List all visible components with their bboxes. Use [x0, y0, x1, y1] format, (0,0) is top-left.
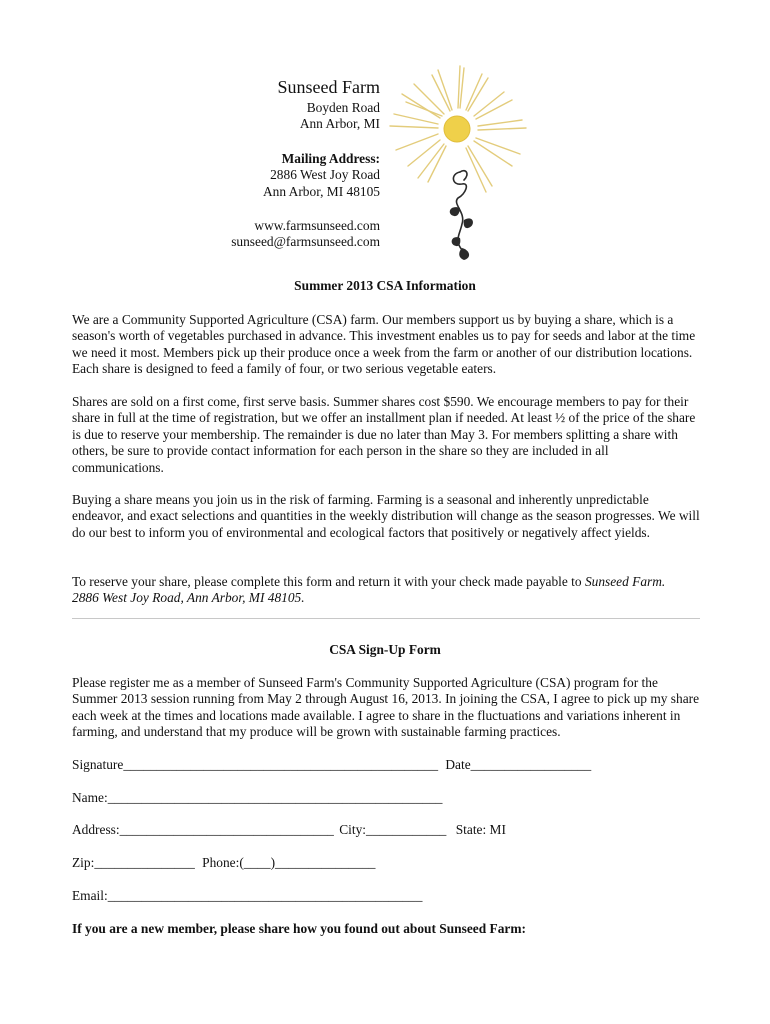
phone-field[interactable]: _______________ [275, 855, 376, 870]
signature-label: Signature [72, 757, 124, 772]
payee-name: Sunseed Farm. [584, 574, 666, 589]
mailing-street: 2886 West Joy Road [270, 167, 380, 183]
city-label: City: [339, 822, 367, 837]
mailing-city: Ann Arbor, MI 48105 [263, 183, 380, 199]
email-label: Email: [72, 888, 108, 903]
info-paragraph-1: We are a Community Supported Agriculture (CSA) farm. Our members support us by buying a share, which is a season's worth of vegetables purchased in advance. This investment enables us to pay for seeds and labor at the time we need it most. Members pick up their produce once a week from the farm or another of our distribution locations. Each share is designed to feed a family of four, or two serious vegetable eaters. [72, 312, 696, 377]
zip-phone-row [72, 855, 375, 871]
date-field[interactable]: __________________ [470, 757, 592, 772]
mailing-address-label: Mailing Address: [281, 150, 380, 166]
phone-label: Phone: [202, 855, 240, 870]
info-paragraph-3: Buying a share means you join us in the risk of farming. Farming is a seasonal and inherently unpredictable endeavor, and exact selections and quantities in the weekly distribution will change as the season progresses. We will do our best to inform you of environmental and ecological factors that positively or negatively affect yields. [72, 492, 700, 540]
sun-disc [444, 116, 470, 142]
address-row [72, 822, 506, 838]
address-label: Address: [72, 822, 120, 837]
payee-address: 2886 West Joy Road, Ann Arbor, MI 48105. [72, 590, 305, 606]
farm-street: Boyden Road [306, 100, 380, 115]
farm-city: Ann Arbor, MI [299, 116, 380, 132]
form-title: CSA Sign-Up Form [329, 642, 441, 657]
farm-name: Sunseed Farm [277, 77, 380, 97]
zip-label: Zip: [72, 855, 95, 870]
email-link[interactable]: sunseed@farmsunseed.com [231, 234, 380, 250]
section-divider [72, 618, 700, 619]
email-field[interactable]: _______________________________________________ [107, 888, 423, 903]
date-label: Date [445, 757, 471, 772]
form-intro: Please register me as a member of Sunseed Farm's Community Supported Agriculture (CSA) program for the Summer 2013 session running from May 2 through August 16, 2013. In joining the CSA, I agree to pick up my share each week at the times and locations made available. I agree to share in the fluctuations and variations inherent in farming, and understand that my produce will be grown with sustainable farming practices. [72, 675, 700, 740]
email-row [72, 888, 422, 904]
phone-area-code-field[interactable]: (____) [239, 855, 276, 870]
state-label: State: MI [455, 822, 506, 837]
address-block [150, 76, 380, 251]
name-label: Name: [72, 790, 108, 805]
info-paragraph-4 [72, 574, 700, 607]
referral-question: If you are a new member, please share how you found out about Sunseed Farm: [72, 921, 526, 936]
name-row [72, 790, 442, 806]
sun-logo-icon [380, 62, 540, 272]
info-title: Summer 2013 CSA Information [294, 278, 476, 293]
info-paragraph-2: Shares are sold on a first come, first serve basis. Summer shares cost $590. We encourage members to pay for their share in full at the time of registration, but we offer an installment plan if needed. At least ½ of the price of the share is due to reserve your membership. The remainder is due no later than May 3. For members splitting a share with others, be sure to provide contact information for each person in the share so they are included in all communications. [72, 394, 696, 475]
name-field[interactable]: __________________________________________________ [107, 790, 443, 805]
address-field[interactable]: ________________________________ [119, 822, 334, 837]
website-link[interactable]: www.farmsunseed.com [254, 218, 380, 234]
city-field[interactable]: ____________ [366, 822, 447, 837]
reserve-instructions: To reserve your share, please complete this form and return it with your check made payable to [72, 574, 585, 589]
signature-row [72, 757, 591, 773]
signature-field[interactable]: _______________________________________________ [123, 757, 439, 772]
zip-field[interactable]: _______________ [94, 855, 195, 870]
